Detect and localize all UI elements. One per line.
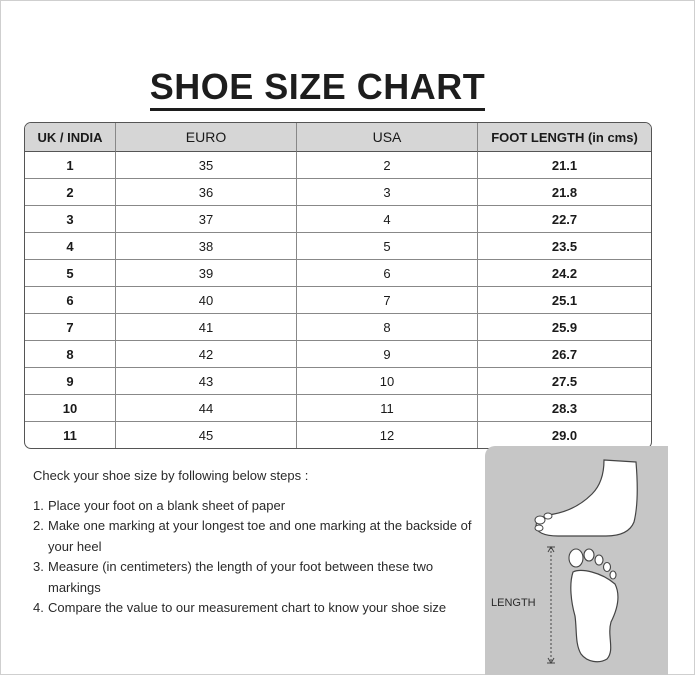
cell-uk-india: 11 <box>25 422 116 448</box>
cell-euro: 41 <box>116 314 297 341</box>
cell-foot-length: 25.1 <box>478 287 651 314</box>
cell-foot-length: 25.9 <box>478 314 651 341</box>
foot-sole-icon <box>567 546 623 664</box>
cell-uk-india: 9 <box>25 368 116 395</box>
cell-euro: 43 <box>116 368 297 395</box>
instructions-intro: Check your shoe size by following below steps : <box>33 468 309 483</box>
cell-usa: 8 <box>297 314 478 341</box>
step-text: Measure (in centimeters) the length of your foot between these two markings <box>48 559 434 595</box>
table-header-row <box>25 123 651 152</box>
table-row <box>25 422 651 448</box>
table-row <box>25 314 651 341</box>
steps-list <box>33 496 473 619</box>
cell-uk-india: 1 <box>25 152 116 179</box>
table-row <box>25 152 651 179</box>
page-title: SHOE SIZE CHART <box>0 66 635 108</box>
cell-euro: 39 <box>116 260 297 287</box>
cell-foot-length: 21.8 <box>478 179 651 206</box>
step-number: 4. <box>33 600 44 615</box>
cell-euro: 45 <box>116 422 297 448</box>
step-number: 3. <box>33 559 44 574</box>
cell-euro: 40 <box>116 287 297 314</box>
table-row <box>25 233 651 260</box>
cell-uk-india: 10 <box>25 395 116 422</box>
cell-uk-india: 7 <box>25 314 116 341</box>
cell-euro: 42 <box>116 341 297 368</box>
cell-uk-india: 2 <box>25 179 116 206</box>
cell-foot-length: 26.7 <box>478 341 651 368</box>
cell-foot-length: 28.3 <box>478 395 651 422</box>
step-text: Place your foot on a blank sheet of paper <box>48 497 286 513</box>
cell-usa: 3 <box>297 179 478 206</box>
table-row <box>25 179 651 206</box>
cell-usa: 10 <box>297 368 478 395</box>
cell-foot-length: 21.1 <box>478 152 651 179</box>
cell-uk-india: 6 <box>25 287 116 314</box>
cell-euro: 44 <box>116 395 297 422</box>
cell-foot-length: 22.7 <box>478 206 651 233</box>
header-foot-length: FOOT LENGTH (in cms) <box>478 123 651 152</box>
instructions <box>33 466 473 619</box>
table-row <box>25 395 651 422</box>
cell-euro: 35 <box>116 152 297 179</box>
cell-uk-india: 4 <box>25 233 116 260</box>
step-number: 2. <box>33 518 44 533</box>
cell-usa: 5 <box>297 233 478 260</box>
cell-usa: 7 <box>297 287 478 314</box>
cell-usa: 2 <box>297 152 478 179</box>
foot-illustration-panel <box>485 446 668 675</box>
cell-foot-length: 24.2 <box>478 260 651 287</box>
step-item <box>33 516 473 557</box>
cell-usa: 4 <box>297 206 478 233</box>
cell-foot-length: 23.5 <box>478 233 651 260</box>
cell-euro: 37 <box>116 206 297 233</box>
step-item <box>33 496 473 517</box>
foot-side-icon <box>530 456 642 538</box>
step-text: Compare the value to our measurement chart to know your shoe size <box>48 600 447 615</box>
cell-uk-india: 8 <box>25 341 116 368</box>
table-row <box>25 206 651 233</box>
step-item <box>33 598 473 619</box>
header-uk-india: UK / INDIA <box>25 123 116 152</box>
step-number: 1. <box>33 497 44 513</box>
cell-foot-length: 29.0 <box>551 427 578 443</box>
cell-usa: 12 <box>297 422 478 448</box>
step-item <box>33 557 473 598</box>
cell-usa: 9 <box>297 341 478 368</box>
length-arrow-icon <box>545 544 557 666</box>
table-row <box>25 287 651 314</box>
step-text: Make one marking at your longest toe and one marking at the backside of your heel <box>48 518 472 554</box>
header-usa: USA <box>297 123 478 152</box>
cell-usa: 6 <box>297 260 478 287</box>
length-label: LENGTH <box>491 597 536 609</box>
table-row <box>25 341 651 368</box>
cell-euro: 38 <box>116 233 297 260</box>
table-row <box>25 368 651 395</box>
cell-usa: 11 <box>297 395 478 422</box>
header-euro: EURO <box>116 123 297 152</box>
cell-uk-india: 3 <box>25 206 116 233</box>
size-chart-table <box>24 122 652 449</box>
cell-uk-india: 5 <box>25 260 116 287</box>
cell-foot-length: 27.5 <box>478 368 651 395</box>
cell-euro: 36 <box>116 179 297 206</box>
table-row <box>25 260 651 287</box>
